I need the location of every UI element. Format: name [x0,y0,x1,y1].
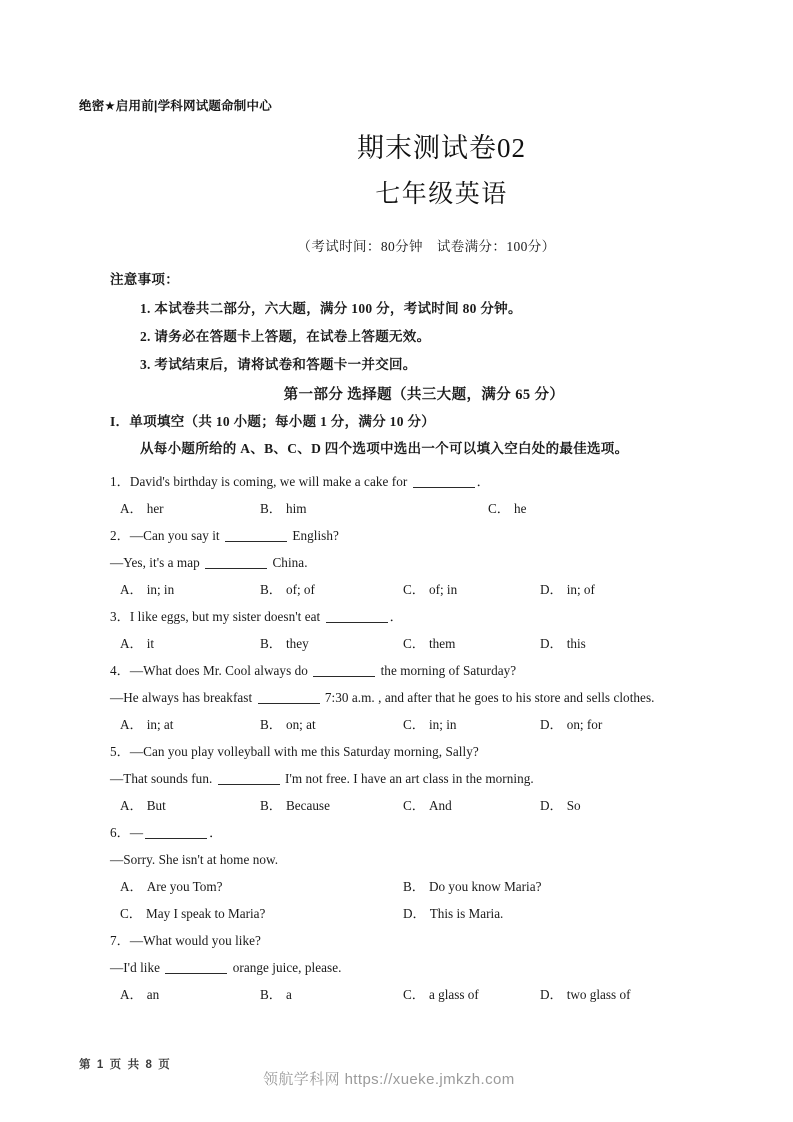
question-text: — [129,825,144,840]
option-letter: D． [540,636,563,651]
answer-option[interactable] [403,711,456,738]
option-letter: A． [120,879,143,894]
question-text: orange juice, please. [229,960,342,975]
answer-option[interactable] [540,792,581,819]
page-indicator: 第 1 页 共 8 页 [79,1059,172,1071]
answer-option[interactable] [403,792,452,819]
option-letter: C． [403,636,425,651]
option-row [110,711,670,738]
question-text: English? [289,528,339,543]
answer-option[interactable] [120,576,174,603]
answer-option[interactable] [120,900,265,927]
option-letter: A． [120,798,143,813]
option-text: they [285,636,309,651]
answer-blank[interactable] [225,541,287,542]
answer-option[interactable] [260,576,315,603]
question-number: 5． [110,744,130,759]
question-line [110,549,670,576]
option-text: an [146,987,160,1002]
option-text: Do you know Maria? [428,879,542,894]
question-line [110,846,670,873]
answer-option[interactable] [120,495,164,522]
question-line [110,603,670,630]
option-text: of; in [428,582,458,597]
section-instruction: 从每小题所给的 A、B、C、D 四个选项中选出一个可以填入空白处的最佳选项。 [140,441,629,456]
option-row [110,900,670,927]
option-text: this [566,636,586,651]
option-text: he [513,501,527,516]
part-one-heading: 第一部分 选择题（共三大题，满分 65 分） [283,387,565,403]
answer-option[interactable] [540,630,586,657]
section-heading-multiple-choice: I．单项填空（共 10 小题；每小题 1 分，满分 10 分） [110,414,436,429]
option-text: him [285,501,307,516]
question-number: 4． [110,663,130,678]
answer-option[interactable] [540,576,595,603]
option-row [110,792,670,819]
option-letter: B． [260,636,282,651]
note-item: 2. 请务必在答题卡上答题，在试卷上答题无效。 [140,329,431,344]
question-line [110,738,670,765]
question-line [110,684,670,711]
option-text: in; of [566,582,595,597]
option-text: a [285,987,292,1002]
question-text: —Sorry. She isn't at home now. [110,852,279,867]
question-text: China. [269,555,308,570]
question-text: David's birthday is coming, we will make a cake for [129,474,411,489]
answer-option[interactable] [120,630,154,657]
question-line [110,954,670,981]
answer-option[interactable] [260,495,307,522]
option-letter: B． [260,582,282,597]
answer-option[interactable] [260,981,292,1008]
answer-option[interactable] [488,495,526,522]
question-line [110,468,670,495]
question-number: 6． [110,825,130,840]
question-text: —He always has breakfast [110,690,256,705]
option-text: in; in [428,717,457,732]
option-text: May I speak to Maria? [145,906,266,921]
question-line [110,765,670,792]
option-letter: A． [120,501,143,516]
question-line [110,522,670,549]
option-text: This is Maria. [429,906,504,921]
question-text: ． [389,609,403,624]
option-letter: D． [540,582,563,597]
option-text: But [146,798,166,813]
option-letter: A． [120,582,143,597]
option-row [110,495,670,522]
answer-option[interactable] [540,711,602,738]
answer-option[interactable] [403,900,503,927]
answer-blank[interactable] [326,622,388,623]
answer-option[interactable] [403,576,457,603]
page-title: 期末测试卷02 [357,133,526,163]
option-text: two glass of [566,987,631,1002]
option-letter: B． [260,987,282,1002]
option-letter: B． [403,879,425,894]
question-text: the morning of Saturday? [377,663,517,678]
answer-option[interactable] [403,873,541,900]
option-row [110,873,670,900]
answer-option[interactable] [540,981,630,1008]
question-text: —That sounds fun. [110,771,216,786]
question-number: 7． [110,933,130,948]
option-letter: C． [403,717,425,732]
question-text: —What does Mr. Cool always do [129,663,312,678]
option-text: And [428,798,452,813]
answer-option[interactable] [120,711,173,738]
answer-option[interactable] [403,981,479,1008]
question-text: 7:30 a.m. , and after that he goes to his store and sells clothes. [321,690,655,705]
option-text: Are you Tom? [146,879,223,894]
question-text: I'm not free. I have an art class in the morning. [281,771,534,786]
option-row [110,630,670,657]
question-number: 3． [110,609,130,624]
question-line [110,657,670,684]
question-text: I like eggs, but my sister doesn't eat [129,609,324,624]
option-text: Because [285,798,330,813]
option-letter: C． [120,906,142,921]
exam-meta: （考试时间：80分钟 试卷满分：100分） [297,239,556,254]
secret-notice: 绝密★启用前|学科网试题命制中心 [79,99,272,113]
option-text: on; at [285,717,316,732]
question-line [110,927,670,954]
answer-option[interactable] [120,873,222,900]
question-number: 2． [110,528,130,543]
answer-blank[interactable] [218,784,280,785]
option-text: in; at [146,717,174,732]
option-letter: D． [540,798,563,813]
option-letter: A． [120,636,143,651]
option-text: So [566,798,581,813]
page-subtitle: 七年级英语 [375,181,508,208]
question-text: —Can you play volleyball with me this Saturday morning, Sally? [129,744,479,759]
questions-container [110,468,670,1008]
option-row [110,576,670,603]
option-text: of; of [285,582,315,597]
answer-option[interactable] [120,792,166,819]
answer-option[interactable] [260,792,330,819]
question-text: —Yes, it's a map [110,555,204,570]
answer-option[interactable] [260,711,316,738]
question-text: ． [209,825,223,840]
option-text: her [146,501,164,516]
option-text: in; in [146,582,175,597]
option-letter: C． [403,987,425,1002]
option-letter: C． [488,501,510,516]
option-letter: D． [540,987,563,1002]
option-row [110,981,670,1008]
answer-blank[interactable] [205,568,267,569]
answer-blank[interactable] [145,838,207,839]
note-item: 1. 本试卷共二部分，六大题，满分 100 分，考试时间 80 分钟。 [140,301,522,316]
question-text: ． [476,474,490,489]
option-letter: D． [403,906,426,921]
question-text: —Can you say it [129,528,223,543]
option-letter: A． [120,987,143,1002]
question-text: —What would you like? [129,933,261,948]
answer-blank[interactable] [413,487,475,488]
option-text: a glass of [428,987,479,1002]
notes-heading: 注意事项： [110,272,179,287]
answer-option[interactable] [260,630,309,657]
option-letter: C． [403,798,425,813]
site-watermark: 领航学科网 https://xueke.jmkzh.com [263,1071,515,1088]
option-text: it [146,636,155,651]
question-number: 1． [110,474,130,489]
option-text: them [428,636,456,651]
option-letter: A． [120,717,143,732]
answer-option[interactable] [120,981,159,1008]
answer-blank[interactable] [313,676,375,677]
answer-blank[interactable] [165,973,227,974]
note-item: 3. 考试结束后，请将试卷和答题卡一并交回。 [140,357,417,372]
option-text: on; for [566,717,603,732]
answer-blank[interactable] [258,703,320,704]
question-text: —I'd like [110,960,164,975]
option-letter: B． [260,798,282,813]
option-letter: D． [540,717,563,732]
answer-option[interactable] [403,630,455,657]
option-letter: C． [403,582,425,597]
option-letter: B． [260,717,282,732]
question-line [110,819,670,846]
option-letter: B． [260,501,282,516]
